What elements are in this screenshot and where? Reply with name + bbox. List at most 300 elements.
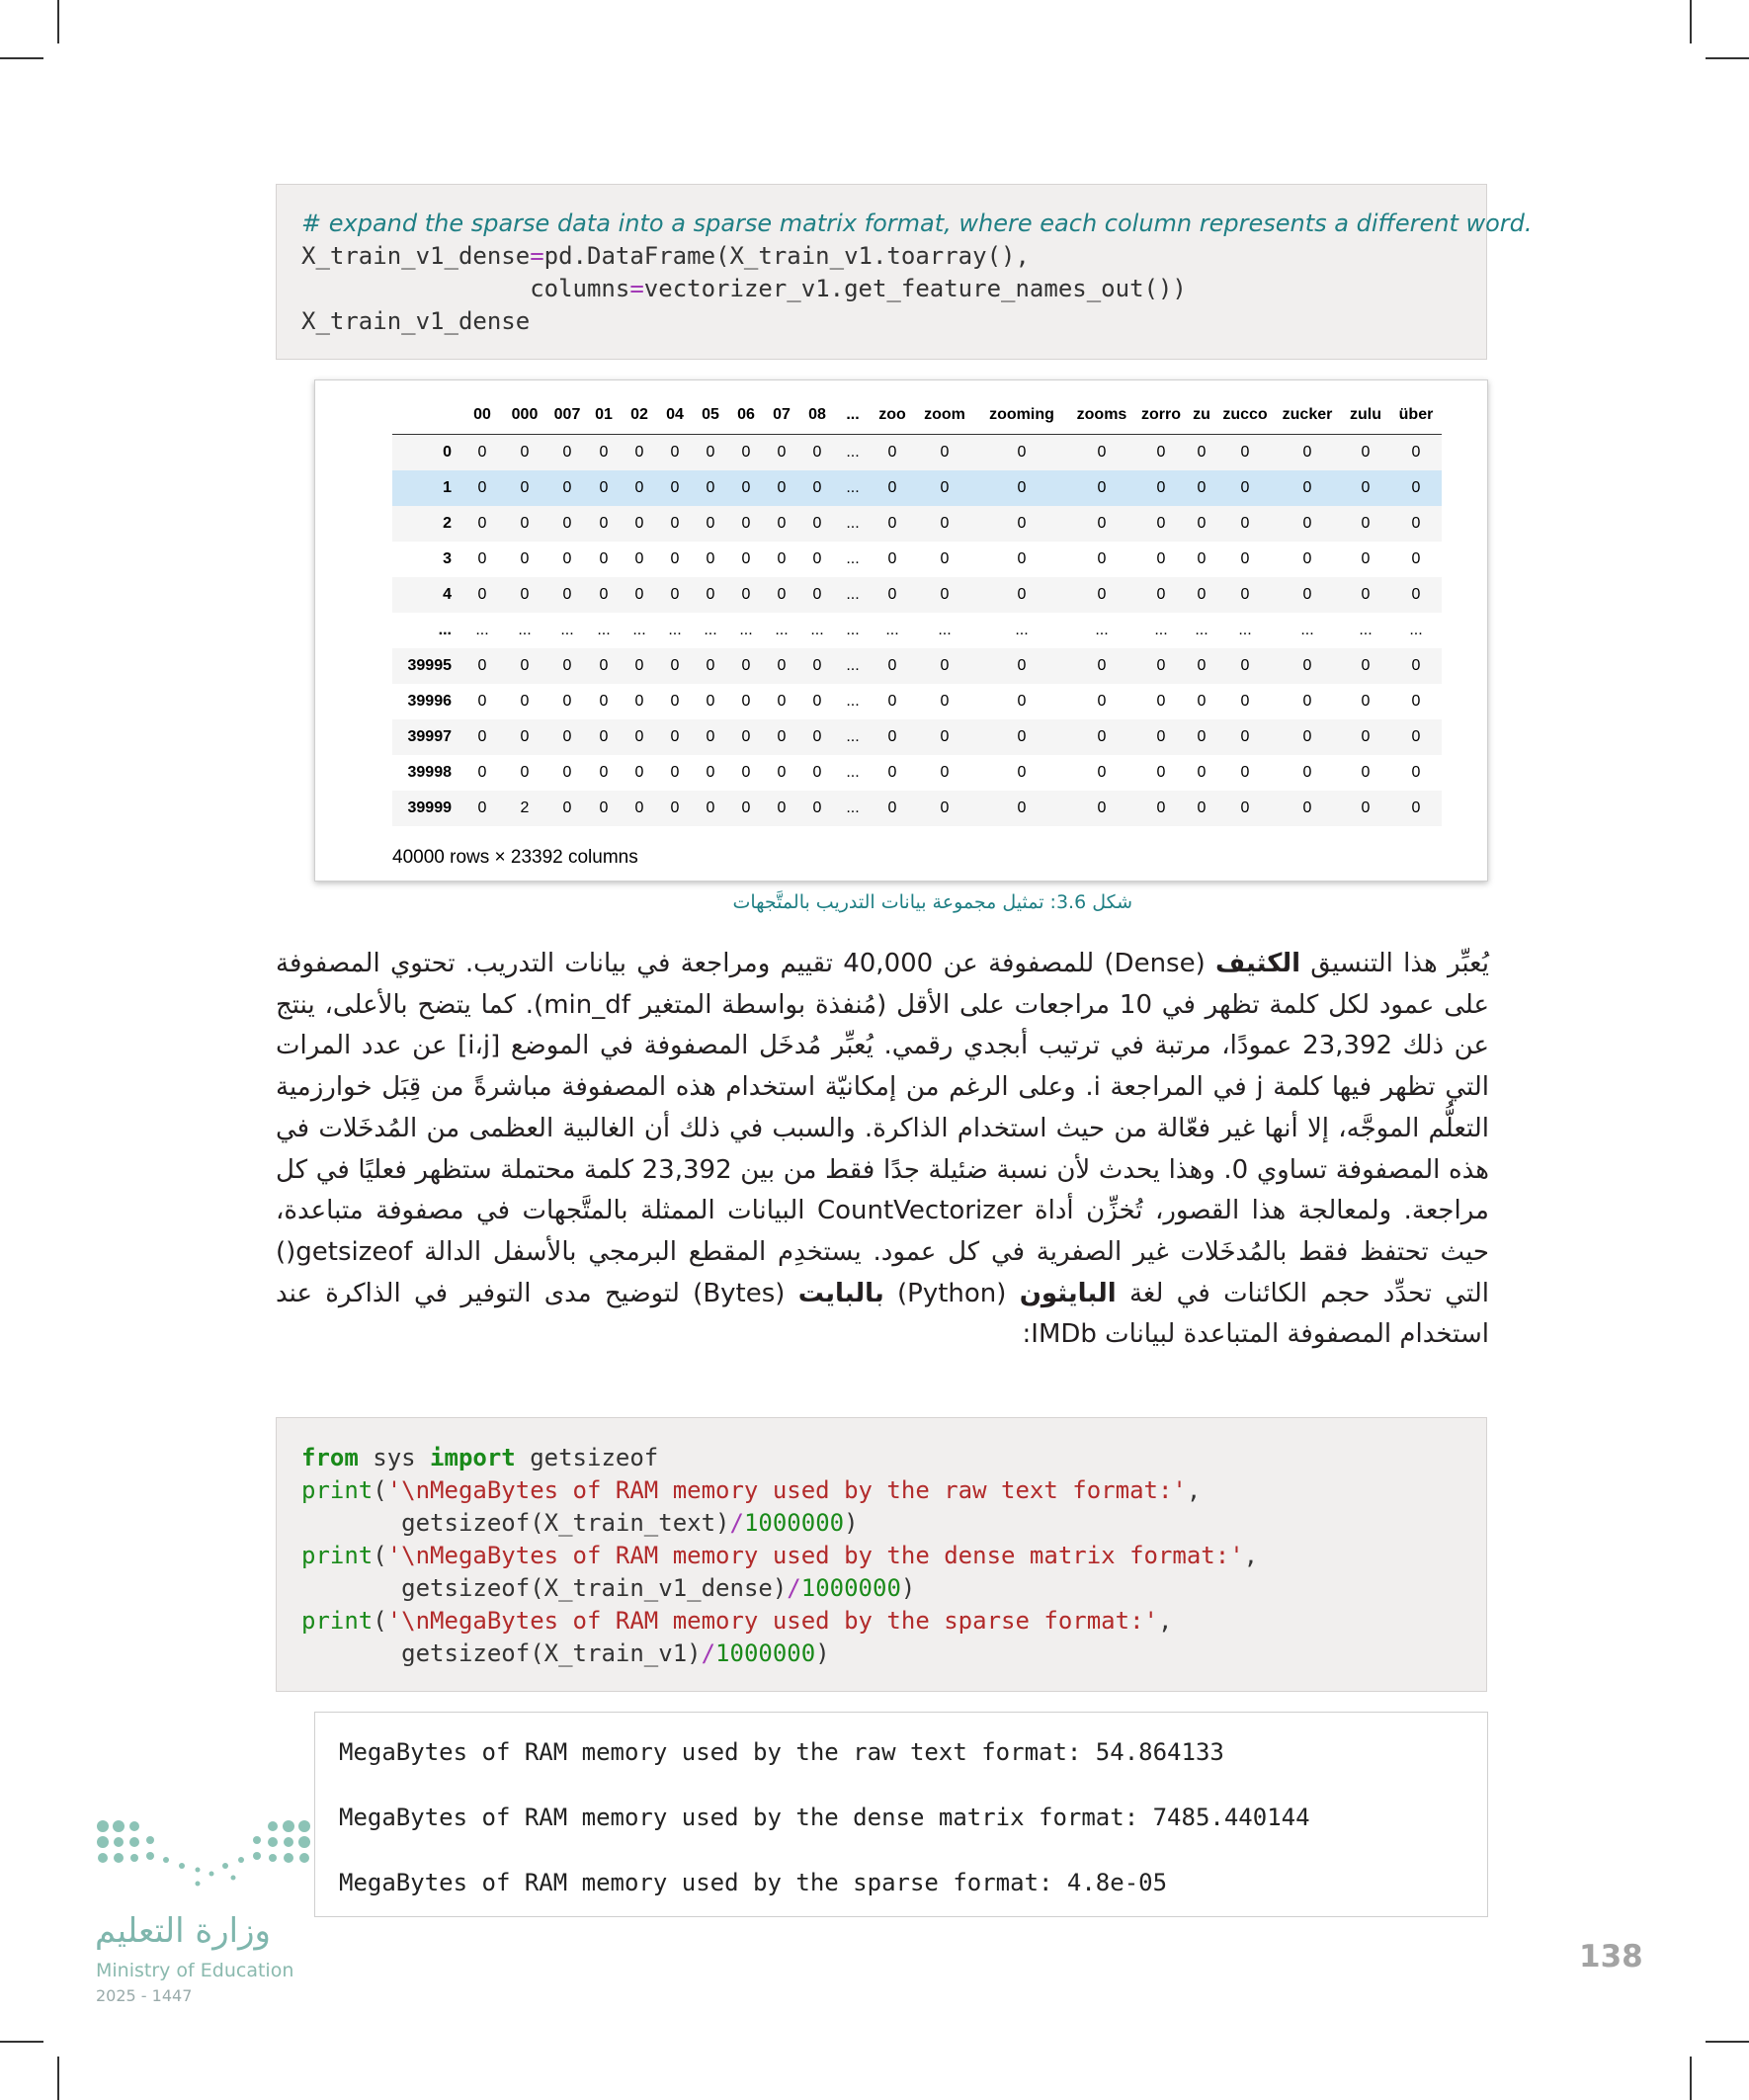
- table-cell: 0: [1097, 657, 1107, 674]
- table-cell: 0: [599, 693, 609, 710]
- figure-caption: شكل 3.6: تمثيل مجموعة بيانات التدريب بالمتَّجهات: [732, 891, 1132, 913]
- table-cell: 0: [1411, 479, 1421, 496]
- code-block-vectorize: [276, 184, 1533, 360]
- table-cell: 0: [477, 515, 487, 532]
- table-cell: 0: [1097, 479, 1107, 496]
- table-cell: 0: [1197, 550, 1207, 567]
- table-cell: 0: [812, 586, 822, 603]
- table-cell: 0: [634, 764, 644, 781]
- table-cell: 0: [520, 728, 530, 745]
- table-cell: 0: [1240, 799, 1250, 816]
- table-cell: 0: [940, 550, 950, 567]
- table-cell: 0: [741, 444, 751, 461]
- table-cell: 0: [1411, 799, 1421, 816]
- table-cell: 0: [1240, 693, 1250, 710]
- text-run: (Bytes) لتوضيح مدى التوفير في الذاكرة عند استخدام المصفوفة المتباعدة لبيانات IMDb:: [276, 1278, 1489, 1350]
- table-cell: 0: [477, 728, 487, 745]
- table-cell: 0: [1361, 764, 1371, 781]
- table-cell: 0: [599, 764, 609, 781]
- table-row: [392, 506, 1442, 542]
- column-header: 06: [728, 396, 764, 435]
- table-row: [392, 719, 1442, 755]
- table-cell: 0: [670, 799, 680, 816]
- code-builtin: print: [301, 1542, 374, 1569]
- table-cell: 0: [1302, 728, 1312, 745]
- table-cell: ...: [885, 622, 899, 638]
- table-cell: 0: [887, 657, 897, 674]
- dataframe-table: [392, 396, 1442, 826]
- table-cell: 0: [777, 550, 787, 567]
- code-line: [301, 1572, 1486, 1605]
- table-cell: 0: [477, 693, 487, 710]
- table-cell: 0: [777, 515, 787, 532]
- code-indent: [301, 1574, 401, 1602]
- table-cell: 0: [1361, 693, 1371, 710]
- table-cell: 0: [1240, 728, 1250, 745]
- table-row: [392, 470, 1442, 506]
- code-operator: =: [629, 275, 644, 302]
- row-index: 39997: [407, 728, 452, 745]
- code-token: vectorizer_v1.get_feature_names_out()): [643, 275, 1187, 302]
- table-cell: ...: [475, 622, 489, 638]
- code-token: getsizeof(X_train_v1_dense): [401, 1574, 788, 1602]
- table-row: [392, 755, 1442, 791]
- code-operator: =: [530, 242, 544, 270]
- bold-term: الكثيف: [1215, 949, 1301, 978]
- table-cell: 0: [706, 764, 715, 781]
- column-header: zucco: [1216, 396, 1274, 435]
- table-cell: 0: [777, 728, 787, 745]
- table-cell: ...: [739, 622, 753, 638]
- code-token: (: [373, 1476, 387, 1504]
- table-cell: 0: [1197, 764, 1207, 781]
- table-cell: 0: [599, 586, 609, 603]
- table-cell: 0: [940, 693, 950, 710]
- table-cell: 0: [1240, 657, 1250, 674]
- table-cell: ...: [1095, 622, 1109, 638]
- table-cell: 0: [1361, 728, 1371, 745]
- dataframe-shape: 40000 rows × 23392 columns: [392, 847, 638, 868]
- table-cell: 0: [520, 586, 530, 603]
- table-cell: 0: [1411, 693, 1421, 710]
- table-body: [392, 435, 1442, 827]
- code-indent: [301, 1639, 401, 1667]
- code-string: '\nMegaBytes of RAM memory used by the sparse format:': [386, 1607, 1158, 1635]
- table-cell: 0: [887, 479, 897, 496]
- table-cell: 0: [1197, 515, 1207, 532]
- column-header: 08: [799, 396, 835, 435]
- code-line: [301, 1605, 1486, 1638]
- table-row: [392, 435, 1442, 471]
- table-cell: 0: [1411, 444, 1421, 461]
- dataframe-output: [314, 379, 1488, 882]
- table-cell: 0: [1097, 693, 1107, 710]
- table-cell: ...: [1409, 622, 1423, 638]
- table-cell: 0: [1411, 728, 1421, 745]
- edition-year: 2025 - 1447: [96, 1986, 193, 2005]
- table-cell: 0: [741, 764, 751, 781]
- code-line: [301, 1638, 1486, 1670]
- code-token: X_train_v1_dense: [301, 242, 531, 270]
- table-cell: 0: [1197, 444, 1207, 461]
- column-header: 02: [622, 396, 657, 435]
- table-cell: ...: [846, 799, 860, 816]
- table-cell: ...: [846, 444, 860, 461]
- table-cell: 0: [562, 444, 572, 461]
- table-cell: 0: [520, 657, 530, 674]
- table-cell: 0: [812, 799, 822, 816]
- code-builtin: print: [301, 1476, 374, 1504]
- table-cell: 0: [706, 799, 715, 816]
- column-header: zoom: [914, 396, 975, 435]
- code-number: 1000000: [715, 1639, 816, 1667]
- column-header: 05: [693, 396, 728, 435]
- table-cell: ...: [597, 622, 611, 638]
- table-cell: 0: [1017, 479, 1027, 496]
- output-line-sparse: MegaBytes of RAM memory used by the sparse format: 4.8e-05: [339, 1869, 1168, 1896]
- table-cell: 0: [1197, 693, 1207, 710]
- column-header: 007: [548, 396, 586, 435]
- code-line: [301, 1540, 1486, 1572]
- ministry-name-english: Ministry of Education: [96, 1960, 294, 1981]
- column-header: 07: [764, 396, 799, 435]
- table-cell: 0: [706, 657, 715, 674]
- row-index: 39995: [407, 657, 452, 674]
- table-cell: 0: [562, 515, 572, 532]
- table-cell: 0: [634, 657, 644, 674]
- table-cell: ...: [1359, 622, 1373, 638]
- table-row: [392, 684, 1442, 719]
- table-cell: 0: [940, 799, 950, 816]
- table-row: [392, 542, 1442, 577]
- index-header: [392, 396, 463, 435]
- table-cell: 0: [634, 693, 644, 710]
- code-block-getsizeof: [276, 1417, 1487, 1692]
- table-cell: 0: [812, 693, 822, 710]
- table-cell: 0: [812, 479, 822, 496]
- crop-mark: [0, 2041, 43, 2043]
- table-cell: 0: [670, 444, 680, 461]
- table-cell: ...: [1015, 622, 1029, 638]
- table-cell: 0: [1017, 693, 1027, 710]
- code-string: '\nMegaBytes of RAM memory used by the raw text format:': [386, 1476, 1187, 1504]
- table-cell: 2: [520, 799, 530, 816]
- table-cell: 0: [741, 515, 751, 532]
- table-cell: 0: [670, 515, 680, 532]
- table-cell: 0: [812, 764, 822, 781]
- table-cell: 0: [1017, 586, 1027, 603]
- table-cell: 0: [1017, 657, 1027, 674]
- table-cell: 0: [1361, 515, 1371, 532]
- code-token: ,: [1243, 1542, 1259, 1569]
- table-cell: 0: [1017, 550, 1027, 567]
- table-cell: 0: [777, 444, 787, 461]
- code-keyword: import: [430, 1444, 516, 1471]
- table-cell: 0: [812, 728, 822, 745]
- bold-term: البايثون: [1019, 1278, 1117, 1308]
- column-header: zooms: [1068, 396, 1135, 435]
- table-cell: 0: [599, 515, 609, 532]
- table-cell: 0: [1156, 657, 1166, 674]
- code-number: 1000000: [800, 1574, 901, 1602]
- table-cell: 0: [1017, 728, 1027, 745]
- table-cell: 0: [1302, 586, 1312, 603]
- table-cell: 0: [812, 550, 822, 567]
- table-cell: 0: [1411, 764, 1421, 781]
- table-cell: 0: [1156, 693, 1166, 710]
- table-cell: 0: [812, 657, 822, 674]
- table-cell: 0: [741, 479, 751, 496]
- output-line-dense: MegaBytes of RAM memory used by the dense matrix format: 7485.440144: [339, 1804, 1310, 1831]
- row-index: 3: [443, 550, 452, 567]
- table-cell: 0: [777, 693, 787, 710]
- crop-mark: [57, 2057, 59, 2100]
- table-cell: ...: [846, 622, 860, 638]
- code-keyword: from: [301, 1444, 359, 1471]
- table-cell: 0: [634, 444, 644, 461]
- table-cell: 0: [477, 764, 487, 781]
- table-cell: 0: [1017, 799, 1027, 816]
- table-cell: 0: [741, 657, 751, 674]
- table-cell: 0: [1411, 515, 1421, 532]
- table-cell: 0: [562, 586, 572, 603]
- table-cell: ...: [1238, 622, 1252, 638]
- table-cell: 0: [887, 693, 897, 710]
- table-cell: 0: [1097, 586, 1107, 603]
- code-number: 1000000: [743, 1509, 845, 1537]
- table-cell: 0: [1302, 657, 1312, 674]
- table-cell: 0: [634, 515, 644, 532]
- ministry-logo-icon: [95, 1818, 312, 1897]
- table-cell: 0: [634, 550, 644, 567]
- table-cell: ...: [846, 550, 860, 567]
- crop-mark: [0, 57, 43, 59]
- column-header: zulu: [1341, 396, 1390, 435]
- table-cell: ...: [1300, 622, 1314, 638]
- code-token: columns: [301, 275, 630, 302]
- code-token: sys: [358, 1444, 431, 1471]
- table-cell: 0: [1302, 764, 1312, 781]
- code-token: getsizeof(X_train_v1): [401, 1639, 702, 1667]
- table-cell: 0: [599, 444, 609, 461]
- table-cell: 0: [1156, 586, 1166, 603]
- table-cell: 0: [670, 764, 680, 781]
- table-cell: 0: [940, 728, 950, 745]
- code-token: ,: [1186, 1476, 1202, 1504]
- crop-mark: [1690, 0, 1692, 43]
- code-indent: [301, 1509, 401, 1537]
- table-cell: 0: [1156, 479, 1166, 496]
- table-cell: 0: [562, 550, 572, 567]
- row-index: 0: [443, 444, 452, 461]
- table-cell: 0: [741, 550, 751, 567]
- table-cell: 0: [599, 657, 609, 674]
- table-cell: 0: [706, 693, 715, 710]
- table-cell: 0: [706, 515, 715, 532]
- table-cell: 0: [477, 799, 487, 816]
- table-cell: ...: [668, 622, 682, 638]
- text-run: (Dense) للمصفوفة عن 40,000 تقييم ومراجعة في بيانات التدريب. تحتوي المصفوفة على عمود لكل كلمة تظهر في 10 مراجعات على الأقل (مُنفذة بواسطة المتغير min_df). كما يتضح بالأعلى، ينتج عن ذلك 23,392 عمودًا، مرتبة في ترتيب أبجدي رقمي. يُعبِّر مُدخَل المصفوفة في الموضع [i،j] عن عدد المرات التي تظهر فيها كلمة j في المراجعة i. وعلى الرغم من إمكانيّة استخدام هذه المصفوفة مباشرةً من قِبَل خوارزمية التعلُّم الموجَّه، إلا أنها غير فعّالة من حيث استخدام الذاكرة. والسبب في ذلك أن الغالبية العظمى من المُدخَلات في هذه المصفوفة تساوي 0. وهذا يحدث لأن نسبة ضئيلة جدًا فقط من بين 23,392 كلمة محتملة ستظهر فعليًا في كل مراجعة. ولمعالجة هذا القصور، تُخزِّن أداة CountVectorizer البيانات الممثلة بالمتَّجهات في مصفوفة متباعدة، حيث تحتفظ فقط بالمُدخَلات غير الصفرية في كل عمود. يستخدِم المقطع البرمجي بالأسفل الدالة getsizeof() التي تحدِّد حجم الكائنات في لغة: [276, 949, 1489, 1308]
- table-cell: 0: [599, 728, 609, 745]
- table-cell: 0: [520, 550, 530, 567]
- code-token: ,: [1157, 1607, 1173, 1635]
- table-cell: 0: [1361, 586, 1371, 603]
- table-cell: ...: [846, 586, 860, 603]
- code-token: ): [844, 1509, 859, 1537]
- table-cell: 0: [777, 479, 787, 496]
- column-header: 01: [586, 396, 622, 435]
- table-cell: 0: [1197, 657, 1207, 674]
- column-header: zu: [1187, 396, 1216, 435]
- table-cell: 0: [562, 764, 572, 781]
- bold-term: بالبايت: [797, 1278, 884, 1308]
- code-token: (: [373, 1542, 387, 1569]
- table-cell: 0: [562, 693, 572, 710]
- table-cell: 0: [634, 799, 644, 816]
- table-cell: 0: [1097, 550, 1107, 567]
- table-cell: ...: [846, 728, 860, 745]
- table-cell: ...: [1154, 622, 1168, 638]
- table-cell: 0: [1240, 515, 1250, 532]
- table-row: [392, 648, 1442, 684]
- table-cell: 0: [1017, 444, 1027, 461]
- column-header: 00: [463, 396, 501, 435]
- crop-mark: [1690, 2057, 1692, 2100]
- table-cell: 0: [741, 799, 751, 816]
- table-cell: ...: [632, 622, 646, 638]
- table-cell: 0: [741, 728, 751, 745]
- console-output: [314, 1712, 1488, 1917]
- table-cell: 0: [777, 657, 787, 674]
- table-cell: 0: [1411, 657, 1421, 674]
- table-cell: 0: [562, 479, 572, 496]
- column-header: ...: [835, 396, 871, 435]
- table-cell: 0: [887, 550, 897, 567]
- table-cell: 0: [1197, 586, 1207, 603]
- table-cell: 0: [887, 728, 897, 745]
- table-cell: ...: [1195, 622, 1208, 638]
- code-operator: /: [701, 1639, 716, 1667]
- table-cell: 0: [777, 764, 787, 781]
- table-cell: 0: [670, 479, 680, 496]
- table-cell: 0: [706, 444, 715, 461]
- crop-mark: [57, 0, 59, 43]
- table-cell: ...: [846, 693, 860, 710]
- code-line: [301, 1474, 1486, 1507]
- table-cell: 0: [887, 515, 897, 532]
- table-cell: 0: [520, 764, 530, 781]
- code-line: [301, 1507, 1486, 1540]
- code-line: X_train_v1_dense: [301, 307, 531, 335]
- table-cell: 0: [1156, 515, 1166, 532]
- table-cell: 0: [1017, 515, 1027, 532]
- table-cell: ...: [518, 622, 532, 638]
- output-line-raw: MegaBytes of RAM memory used by the raw text format: 54.864133: [339, 1738, 1224, 1766]
- table-cell: ...: [846, 515, 860, 532]
- code-token: pd.DataFrame(X_train_v1.toarray(),: [543, 242, 1030, 270]
- table-cell: 0: [1197, 479, 1207, 496]
- table-cell: 0: [706, 550, 715, 567]
- table-cell: 0: [777, 799, 787, 816]
- table-cell: 0: [1240, 479, 1250, 496]
- table-cell: 0: [1411, 586, 1421, 603]
- code-line: [301, 1442, 1486, 1474]
- table-cell: 0: [1302, 550, 1312, 567]
- row-index: 39999: [407, 799, 452, 816]
- column-header: 04: [657, 396, 693, 435]
- page-number: 138: [1579, 1939, 1643, 1974]
- table-cell: 0: [1361, 799, 1371, 816]
- table-cell: ...: [810, 622, 824, 638]
- table-cell: 0: [706, 586, 715, 603]
- table-cell: 0: [670, 550, 680, 567]
- column-header: zorro: [1135, 396, 1187, 435]
- table-cell: 0: [520, 515, 530, 532]
- table-cell: 0: [1156, 444, 1166, 461]
- table-cell: 0: [1097, 799, 1107, 816]
- table-cell: 0: [940, 515, 950, 532]
- table-row: [392, 613, 1442, 648]
- table-row: [392, 791, 1442, 826]
- table-cell: 0: [741, 586, 751, 603]
- table-cell: 0: [670, 657, 680, 674]
- table-cell: 0: [940, 586, 950, 603]
- table-cell: 0: [1097, 728, 1107, 745]
- row-index: 39998: [407, 764, 452, 781]
- table-cell: 0: [1240, 444, 1250, 461]
- table-cell: 0: [1156, 764, 1166, 781]
- table-cell: 0: [1361, 444, 1371, 461]
- code-token: ): [815, 1639, 830, 1667]
- table-header-row: [392, 396, 1442, 435]
- table-cell: 0: [1411, 550, 1421, 567]
- column-header: über: [1390, 396, 1442, 435]
- table-cell: 0: [562, 728, 572, 745]
- table-cell: 0: [520, 444, 530, 461]
- table-cell: 0: [812, 444, 822, 461]
- paragraph-text: [276, 944, 1489, 1356]
- table-cell: 0: [940, 764, 950, 781]
- table-cell: 0: [706, 728, 715, 745]
- body-paragraph: [276, 944, 1489, 1356]
- table-cell: 0: [706, 479, 715, 496]
- table-cell: 0: [1017, 764, 1027, 781]
- table-cell: 0: [599, 799, 609, 816]
- table-cell: 0: [599, 550, 609, 567]
- table-cell: 0: [477, 586, 487, 603]
- code-token: getsizeof(X_train_text): [401, 1509, 730, 1537]
- table-cell: 0: [634, 586, 644, 603]
- table-cell: 0: [887, 444, 897, 461]
- table-cell: 0: [1197, 799, 1207, 816]
- table-cell: 0: [1302, 444, 1312, 461]
- ministry-name-arabic: وزارة التعليم: [95, 1911, 271, 1951]
- code-line: [301, 240, 1486, 273]
- table-cell: 0: [1302, 479, 1312, 496]
- column-header: zoo: [871, 396, 914, 435]
- table-cell: 0: [634, 728, 644, 745]
- table-cell: ...: [938, 622, 952, 638]
- table-cell: 0: [1156, 550, 1166, 567]
- table-row: [392, 577, 1442, 613]
- table-cell: 0: [670, 728, 680, 745]
- column-header: 000: [501, 396, 548, 435]
- table-cell: 0: [940, 479, 950, 496]
- table-cell: 0: [520, 693, 530, 710]
- table-cell: ...: [775, 622, 789, 638]
- table-cell: 0: [1097, 764, 1107, 781]
- table-cell: 0: [1097, 444, 1107, 461]
